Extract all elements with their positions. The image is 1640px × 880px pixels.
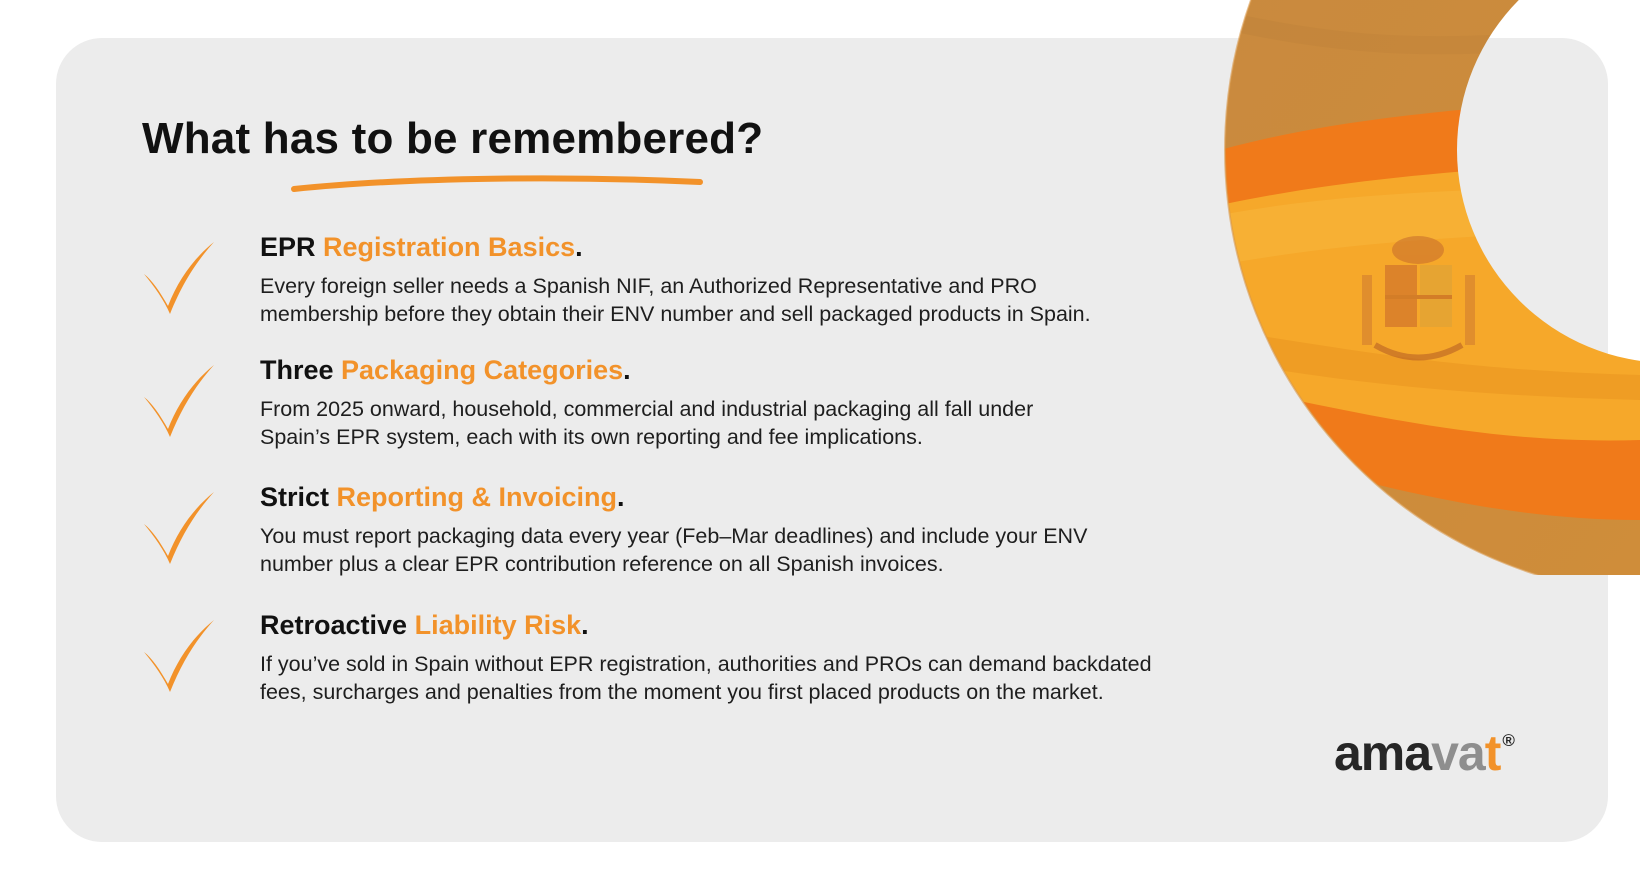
item-title: EPR Registration Basics. <box>260 232 583 262</box>
item-description: If you’ve sold in Spain without EPR registration, authorities and PROs can demand backdated fees, surcharges and penalties from the moment you first placed products on the market. <box>260 652 1152 704</box>
amavat-logo: amavat ® <box>1334 725 1515 781</box>
list-item <box>142 232 1282 342</box>
checkmark-icon <box>142 490 218 566</box>
item-description: You must report packaging data every year (Feb–Mar deadlines) and include your ENV number plus a clear EPR contribution reference on all Spanish invoices. <box>260 524 1088 576</box>
list-item <box>142 355 1282 465</box>
page-title: What has to be remembered? <box>142 114 764 163</box>
item-title: Retroactive Liability Risk. <box>260 610 589 640</box>
item-description: Every foreign seller needs a Spanish NIF, an Authorized Representative and PRO membership before they obtain their ENV number and sell packaged products in Spain. <box>260 274 1091 326</box>
spanish-flag-ring-decoration <box>1220 0 1640 575</box>
checkmark-icon <box>142 363 218 439</box>
checkmark-icon <box>142 240 218 316</box>
item-title: Strict Reporting & Invoicing. <box>260 482 625 512</box>
item-title: Three Packaging Categories. <box>260 355 631 385</box>
title-underline-decoration <box>290 172 706 198</box>
item-description: From 2025 onward, household, commercial and industrial packaging all fall under Spain’s EPR system, each with its own reporting and fee implications. <box>260 397 1034 449</box>
list-item <box>142 610 1282 720</box>
checkmark-icon <box>142 618 218 694</box>
list-item <box>142 482 1282 592</box>
